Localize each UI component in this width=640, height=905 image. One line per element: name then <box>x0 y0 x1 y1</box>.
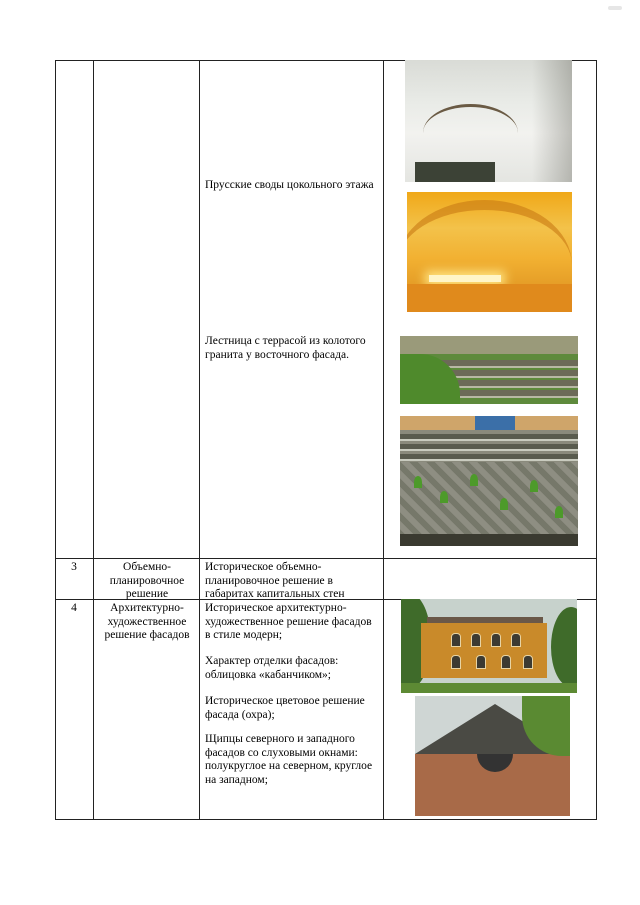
column-divider-1 <box>93 60 94 820</box>
row-3-description: Историческое объемно-планировочное решение в габаритах капитальных стен <box>205 561 345 600</box>
scan-artifact <box>608 6 622 10</box>
row-3-name: Объемно-планировочное решение <box>109 561 185 600</box>
lamp-icon <box>429 275 501 282</box>
row-4-number: 4 <box>71 602 77 614</box>
table-border-bottom <box>55 819 597 820</box>
row-4-desc-3: Историческое цветовое решение фасада (охра); <box>205 695 365 721</box>
granite-stairs-photo <box>400 336 578 404</box>
facade-photo <box>401 599 577 693</box>
caption-vaults: Прусские своды цокольного этажа <box>205 179 374 191</box>
row-divider-3 <box>55 558 597 559</box>
terrace-photo <box>400 416 578 546</box>
row-4-name: Архитектурно-художественное решение фасадов <box>104 602 190 641</box>
heritage-table <box>55 60 597 820</box>
row-4-desc-4: Щипцы северного и западного фасадов со слуховыми окнами: полукруглое на северном, круглое на западном; <box>205 733 373 786</box>
table-border-right <box>596 60 597 820</box>
vault-ceiling-photo <box>405 60 572 182</box>
row-3-number: 3 <box>71 561 77 573</box>
table-border-left <box>55 60 56 820</box>
row-4-desc-1: Историческое архитектурно-художественное решение фасадов в стиле модерн; <box>205 602 372 641</box>
caption-stairs: Лестница с террасой из колотого гранита у восточного фасада. <box>205 335 366 361</box>
gable-photo <box>415 696 570 816</box>
row-4-desc-2: Характер отделки фасадов: облицовка «кабанчиком»; <box>205 655 339 681</box>
orange-vault-photo <box>407 192 572 312</box>
column-divider-3 <box>383 60 384 820</box>
column-divider-2 <box>199 60 200 820</box>
